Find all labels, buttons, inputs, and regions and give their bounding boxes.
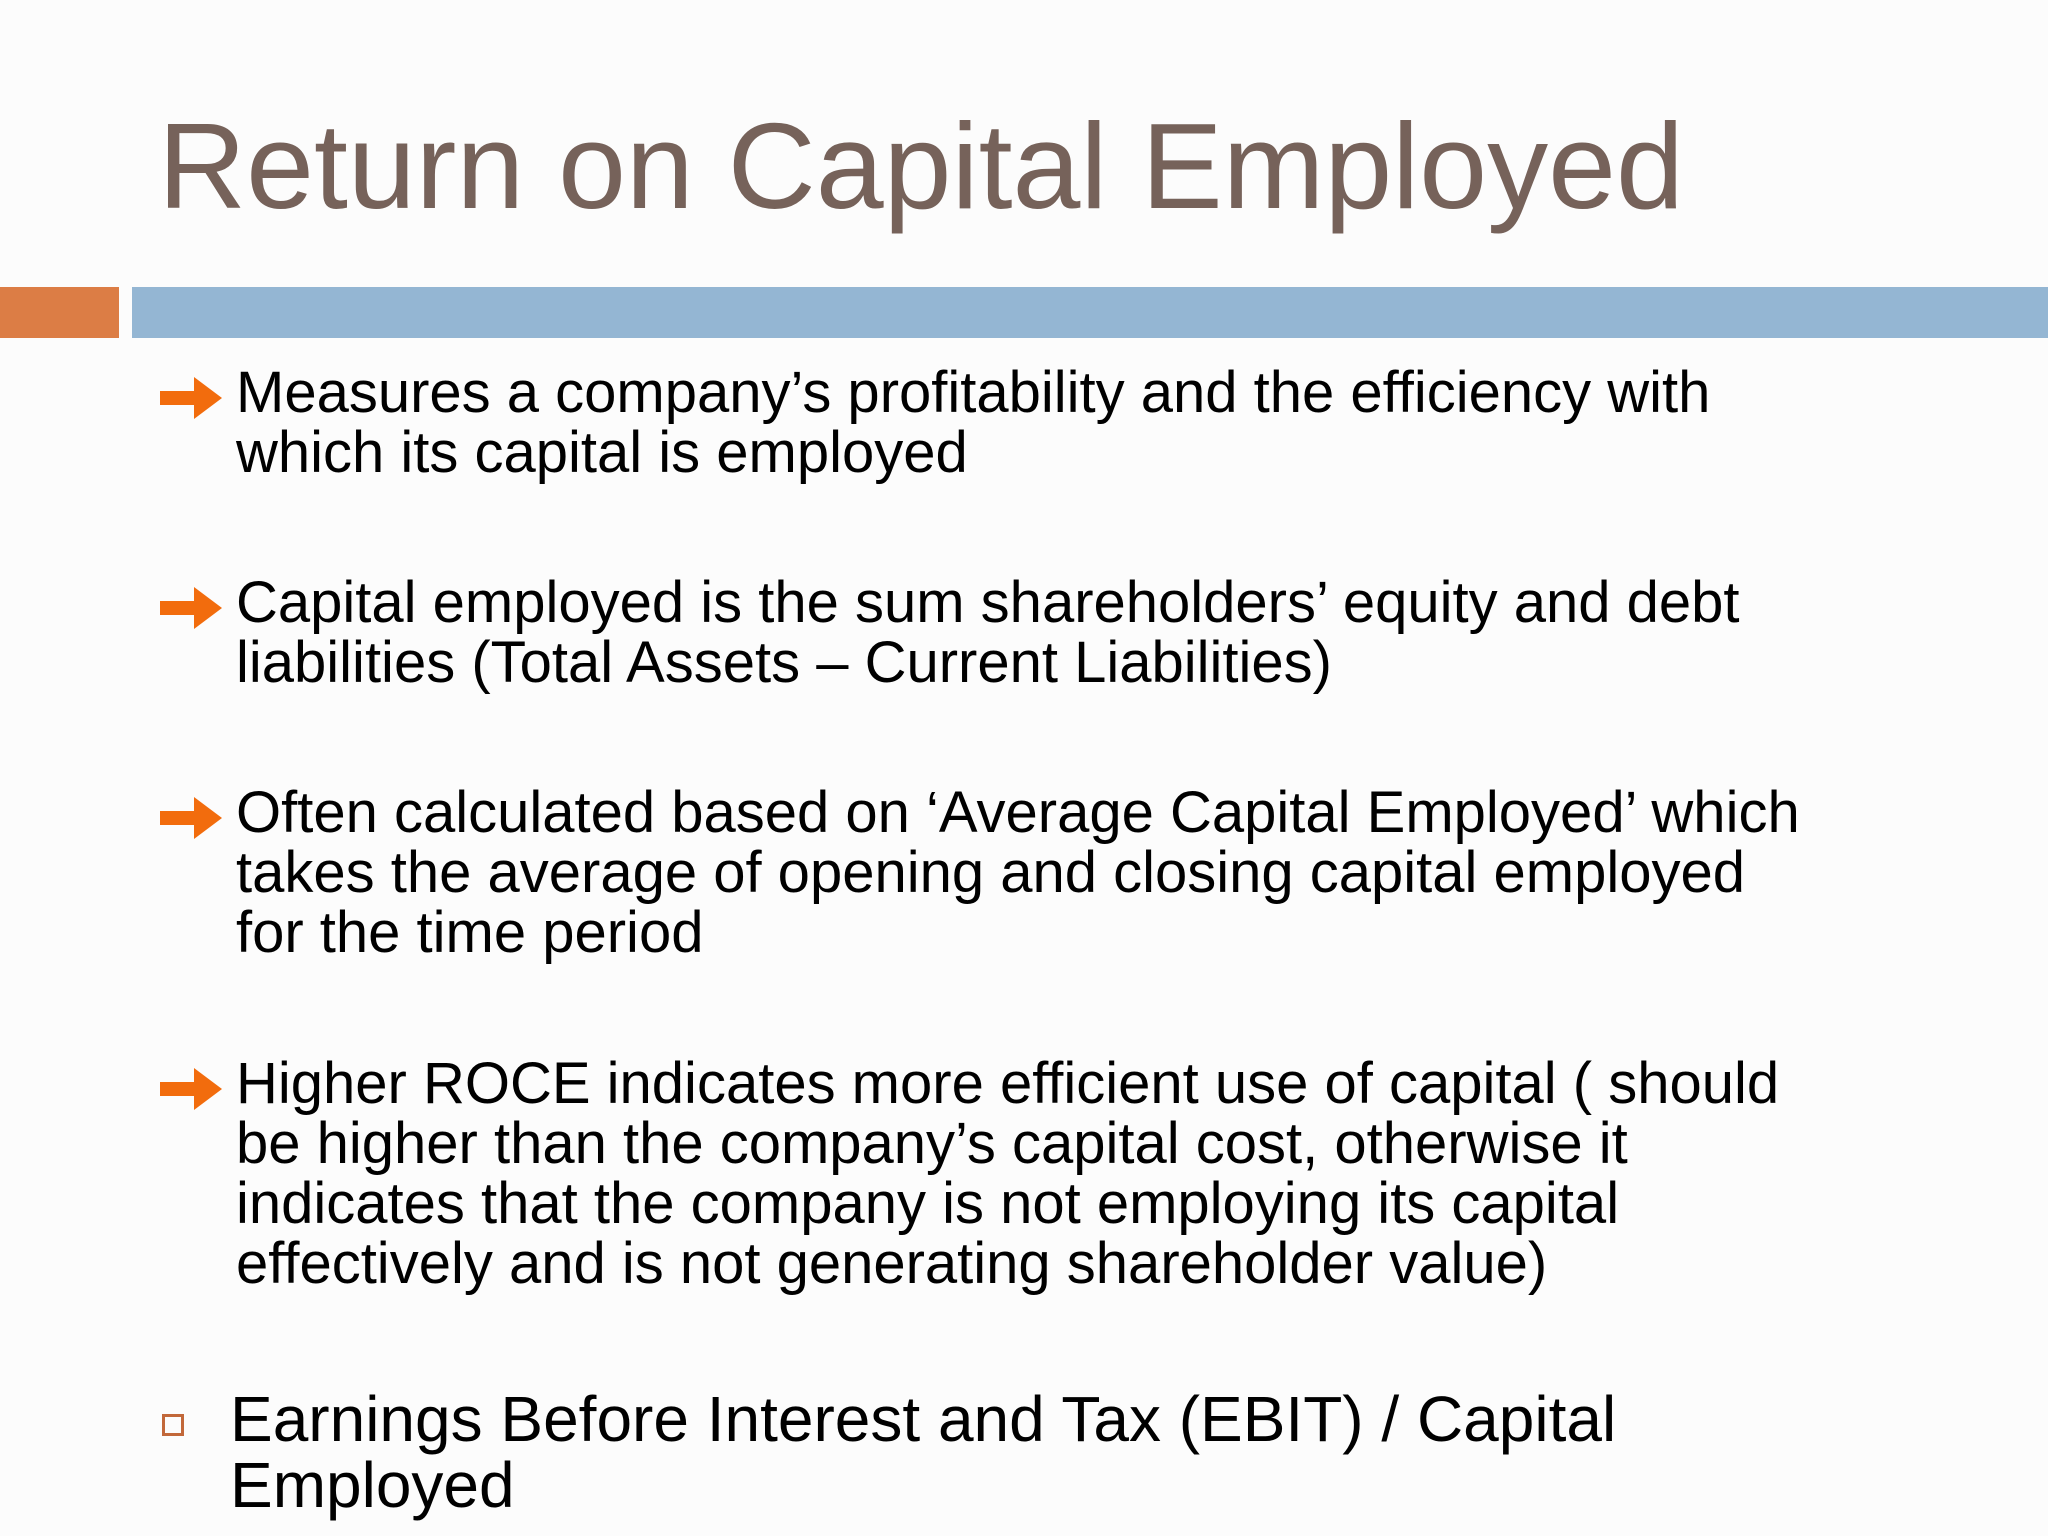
slide-title: Return on Capital Employed xyxy=(158,98,1684,234)
bullet-text: Capital employed is the sum shareholders’ equity and debt liabilities (Total Assets – Current Liabilities) xyxy=(236,570,1740,695)
arrow-right-icon xyxy=(160,587,222,629)
bullet-item xyxy=(160,780,1960,965)
bullet-text: Higher ROCE indicates more efficient use of capital ( should be higher than the company’s capital cost, otherwise it indicates that the company is not employing its capital effectively and is not generating shareholder value) xyxy=(236,1051,1780,1296)
arrow-right-icon xyxy=(160,1068,222,1110)
formula-text: Earnings Before Interest and Tax (EBIT) / Capital Employed xyxy=(230,1383,1617,1521)
title-accent-bar xyxy=(0,287,119,338)
bullet-item xyxy=(160,360,1960,485)
arrow-right-icon xyxy=(160,797,222,839)
formula-item xyxy=(160,1383,1960,1521)
bullet-text: Often calculated based on ‘Average Capital Employed’ which takes the average of opening and closing capital employed for the time period xyxy=(236,780,1800,965)
bullet-item xyxy=(160,1051,1960,1296)
bullet-text: Measures a company’s profitability and the efficiency with which its capital is employed xyxy=(236,360,1711,485)
bullet-item xyxy=(160,570,1960,695)
arrow-right-icon xyxy=(160,377,222,419)
title-rule xyxy=(132,287,2048,338)
square-bullet-icon xyxy=(162,1414,184,1436)
